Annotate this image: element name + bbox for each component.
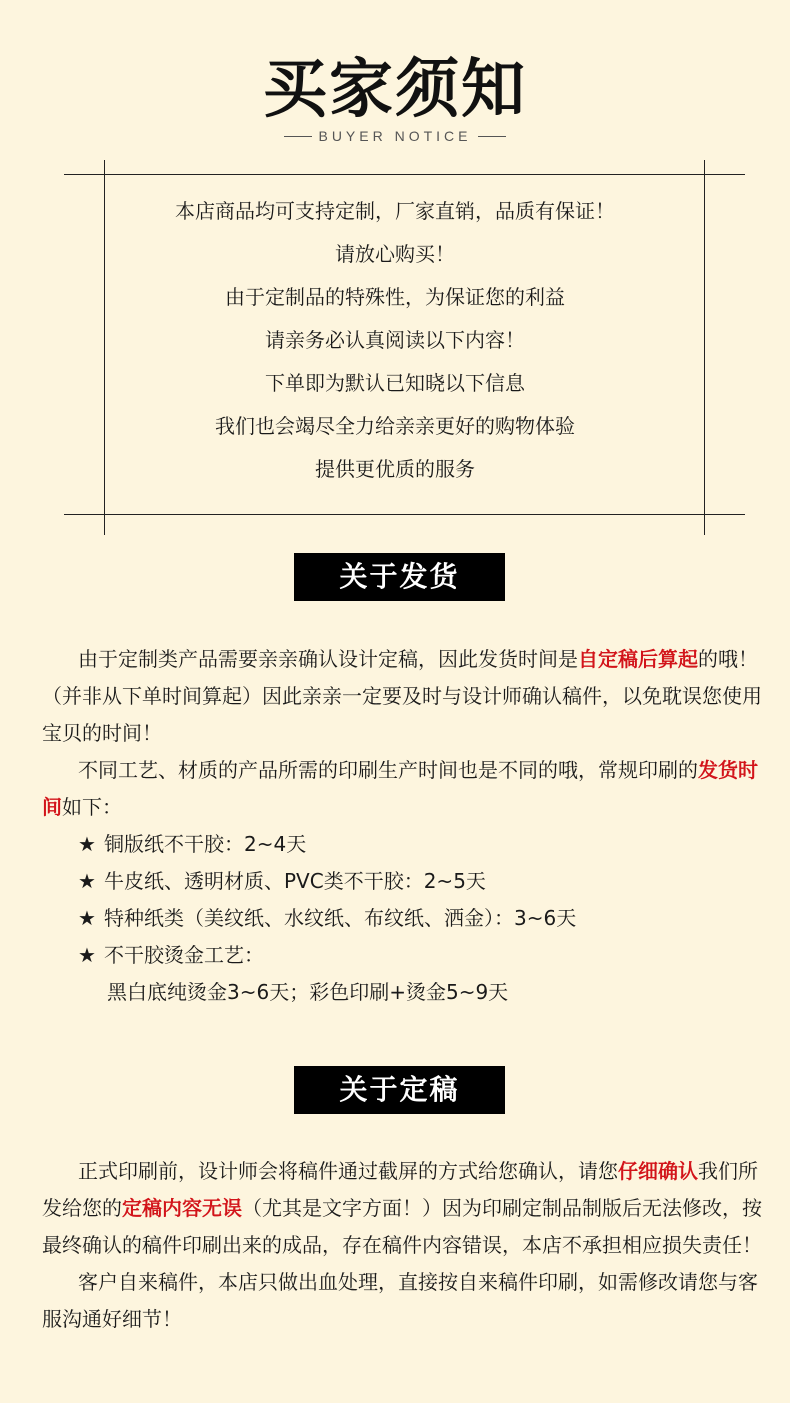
shipping-heading: 关于发货: [294, 553, 505, 601]
notice-line: 下单即为默认已知晓以下信息: [265, 371, 525, 395]
list-item: [42, 826, 764, 863]
list-item-text: 铜版纸不干胶：2~4天: [104, 832, 307, 856]
text-run: （尤其是文字方面！）因为印刷定制品制版后无法修改，按最终确认的稿件印刷出来的成品，存在稿件内容错误，本店不承担相应损失责任！: [42, 1196, 762, 1257]
list-item: [42, 863, 764, 900]
notice-text: [0, 190, 790, 491]
star-icon: ★: [78, 943, 96, 967]
notice-line: 由于定制品的特殊性，为保证您的利益: [225, 285, 565, 309]
text-run: 正式印刷前，设计师会将稿件通过截屏的方式给您确认，请您: [78, 1159, 618, 1183]
shipping-section: [42, 641, 764, 1011]
shipping-paragraph-1: [42, 641, 764, 752]
notice-line: 本店商品均可支持定制，厂家直销，品质有保证！: [175, 199, 615, 223]
list-item: [42, 900, 764, 937]
highlight-text: 仔细确认: [618, 1159, 698, 1183]
text-run: 如下：: [62, 795, 122, 819]
star-icon: ★: [78, 832, 96, 856]
frame-bottom-line: [64, 514, 745, 515]
list-item-text: 不干胶烫金工艺：: [104, 943, 264, 967]
page-subtitle: [0, 128, 790, 144]
notice-line: 请亲务必认真阅读以下内容！: [265, 328, 525, 352]
notice-line: 提供更优质的服务: [315, 457, 475, 481]
list-sub-item: 黑白底纯烫金3~6天；彩色印刷+烫金5~9天: [107, 980, 509, 1004]
subtitle-dash-right: [478, 136, 506, 137]
list-item: [42, 937, 764, 974]
shipping-paragraph-2: [42, 752, 764, 826]
subtitle-text: BUYER NOTICE: [318, 128, 472, 144]
text-run: 的哦！（并非从下单时间算起）因此亲亲一定要及时与设计师确认稿件，以免耽误您使用宝贝的时间！: [42, 647, 762, 745]
notice-line: 我们也会竭尽全力给亲亲更好的购物体验: [215, 414, 575, 438]
text-run: 我们所发给您的: [42, 1159, 758, 1220]
highlight-text: 发货时间: [42, 758, 758, 819]
page-title: 买家须知: [263, 53, 527, 127]
notice-line: 请放心购买！: [335, 242, 455, 266]
draft-paragraph-2: 客户自来稿件，本店只做出血处理，直接按自来稿件印刷，如需修改请您与客服沟通好细节！: [42, 1270, 758, 1331]
star-icon: ★: [78, 906, 96, 930]
frame-top-line: [64, 174, 745, 175]
draft-heading: 关于定稿: [294, 1066, 505, 1114]
star-icon: ★: [78, 869, 96, 893]
draft-section: [42, 1153, 764, 1338]
subtitle-dash-left: [284, 136, 312, 137]
text-run: 由于定制类产品需要亲亲确认设计定稿，因此发货时间是: [78, 647, 578, 671]
draft-paragraph-1: [42, 1153, 764, 1264]
highlight-text: 定稿内容无误: [122, 1196, 242, 1220]
list-item-text: 特种纸类（美纹纸、水纹纸、布纹纸、洒金）：3~6天: [104, 906, 577, 930]
highlight-text: 自定稿后算起: [578, 647, 698, 671]
text-run: 不同工艺、材质的产品所需的印刷生产时间也是不同的哦，常规印刷的: [78, 758, 698, 782]
list-item-text: 牛皮纸、透明材质、PVC类不干胶：2~5天: [104, 869, 486, 893]
